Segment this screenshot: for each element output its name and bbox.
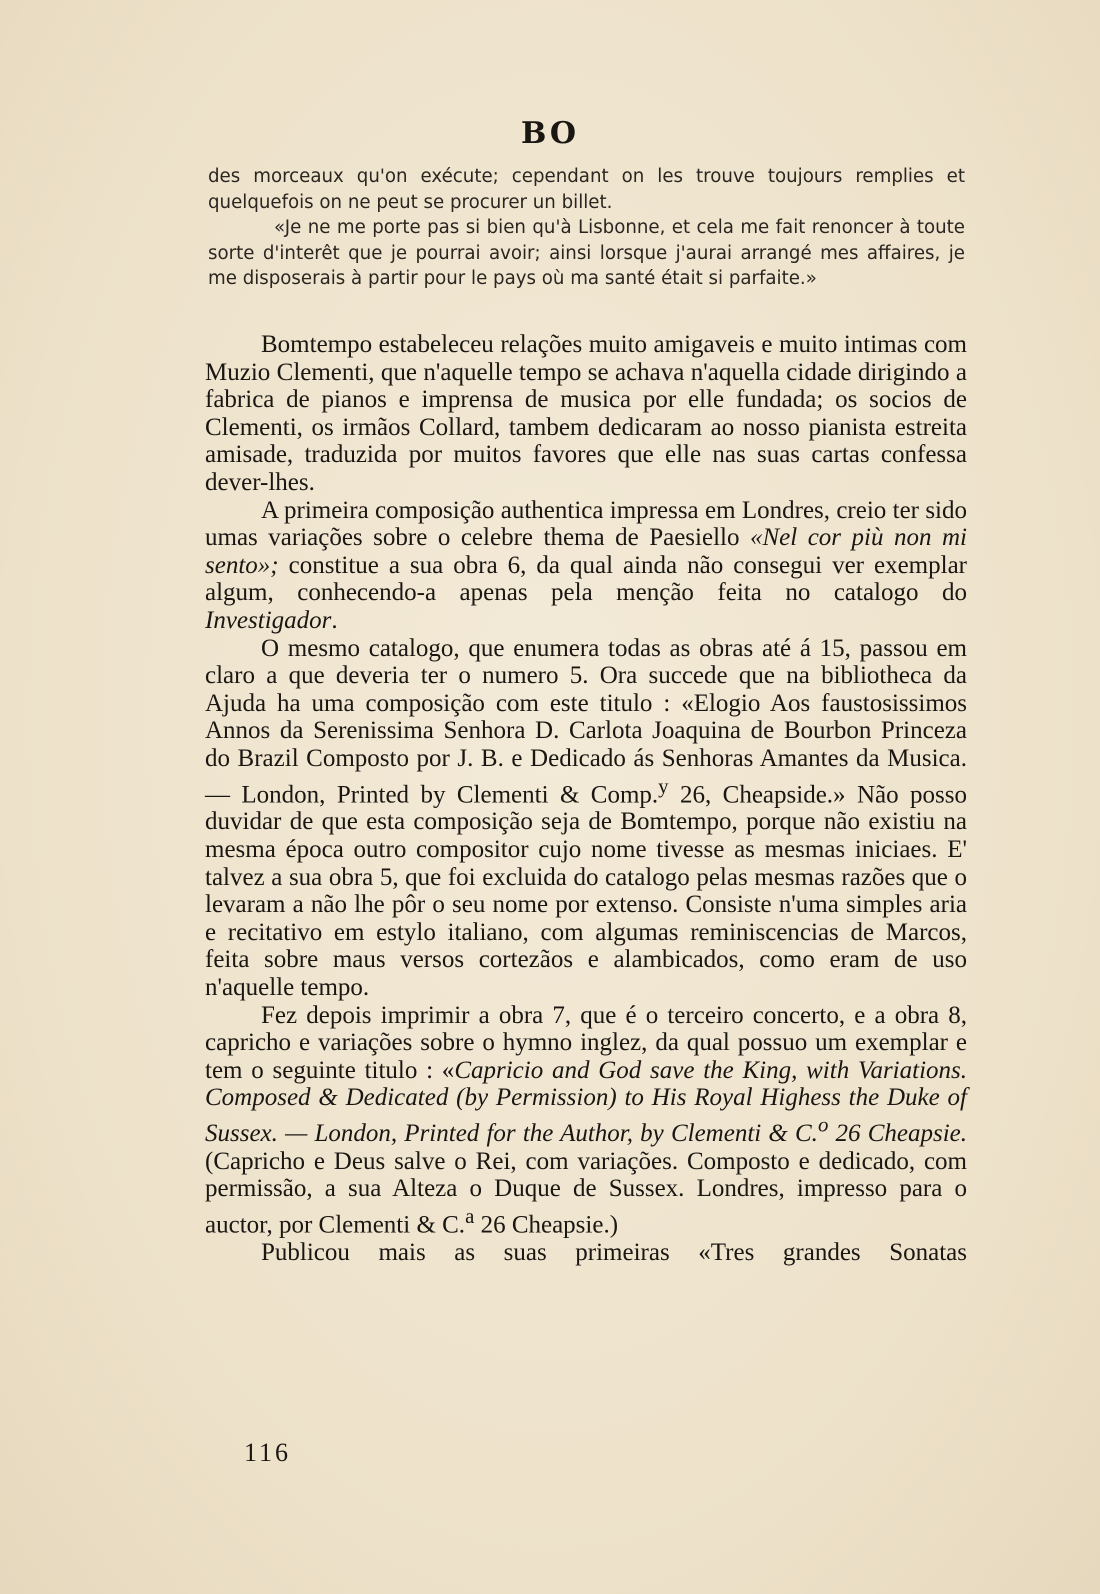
quoted-letter xyxy=(208,164,965,292)
page-number: 116 xyxy=(244,1438,292,1467)
body-paragraph: O mesmo catalogo, que enumera todas as obras até á 15, passou em claro a que deveria ter o numero 5. Ora succede que na bibliotheca da Ajuda ha uma composição com este titulo : «Elogio Aos faustosissimos Annos da Serenissima Senhora D. Carlota Joaquina de Bourbon Princeza do Brazil Composto por J. B. e Dedicado ás Senhoras Amantes da Musica. — London, Printed by Clementi & Comp.$^y$ 26, Cheapside.» Não posso duvidar de que esta composição seja de Bomtempo, porque não existiu na mesma época outro compositor cujo nome tivesse as mesmas iniciaes. E' talvez a sua obra 5, que foi excluida do catalogo pelas mesmas razões que o levaram a não lhe pôr o seu nome por extenso. Consiste n'uma simples aria e recitativo em estylo italiano, com algumas reminiscencias de Marcos, feita sobre maus versos cortezãos e alambicados, como eram de uso n'aquelle tempo. xyxy=(205,634,967,1001)
italic-title: Investigador xyxy=(205,606,332,634)
letter-paragraph: des morceaux qu'on exécute; cependant on les trouve toujours remplies et quelquefois on ne peut se procurer un billet. xyxy=(208,166,965,213)
letter-paragraph: «Je ne me porte pas si bien qu'à Lisbonne, et cela me fait renoncer à toute sorte d'interêt que je pourrai avoir; ainsi lorsque j'aurai arrangé mes affaires, je me disposerais à partir pour le pays où ma santé était si parfaite.» xyxy=(208,217,965,289)
body-paragraph: Bomtempo estabeleceu relações muito amigaveis e muito intimas com Muzio Clementi, que n'aquelle tempo se achava n'aquella cidade dirigindo a fabrica de pianos e imprensa de musica por elle fundada; os socios de Clementi, os irmãos Collard, tambem dedicaram ao nosso pianista estreita amisade, traduzida por muitos favores que elle nas suas cartas confessa dever-lhes. xyxy=(205,331,967,496)
italic-title: Capricio and God save the King, with Variations. Composed & Dedicated (by Permission) to His Royal Highess the Duke of Sussex. — London, Printed for the Author, by Clementi & C.$^o$ 26 Cheapsie. xyxy=(205,1056,968,1148)
body-paragraph: Publicou mais as suas primeiras «Tres grandes Sonatas xyxy=(261,1238,967,1266)
body-paragraph: A primeira composição authentica impressa em Londres, creio ter sido umas variações sobre o celebre thema de Paesiello «Nel cor più non mi sento»; constitue a sua obra 6, da qual ainda não consegui ver exemplar algum, conhecendo-a apenas pela menção feita no catalogo do Investigador. xyxy=(205,496,967,634)
body-paragraph: Fez depois imprimir a obra 7, que é o terceiro concerto, e a obra 8, capricho e variações sobre o hymno inglez, da qual possuo um exemplar e tem o seguinte titulo : «Capricio and God save the King, with Variations. Composed & Dedicated (by Permission) to His Royal Highess the Duke of Sussex. — London, Printed for the Author, by Clementi & C.$^o$ 26 Cheapsie. (Capricho e Deus salve o Rei, com variações. Composto e dedicado, com permissão, a sua Alteza o Duque de Sussex. Londres, impresso para o auctor, por Clementi & C.$^a$ 26 Cheapsie.) xyxy=(205,1001,968,1239)
running-title: BO xyxy=(520,116,580,151)
italic-title: «Nel cor più non mi sento»; xyxy=(205,524,967,579)
body-text xyxy=(205,331,967,1267)
